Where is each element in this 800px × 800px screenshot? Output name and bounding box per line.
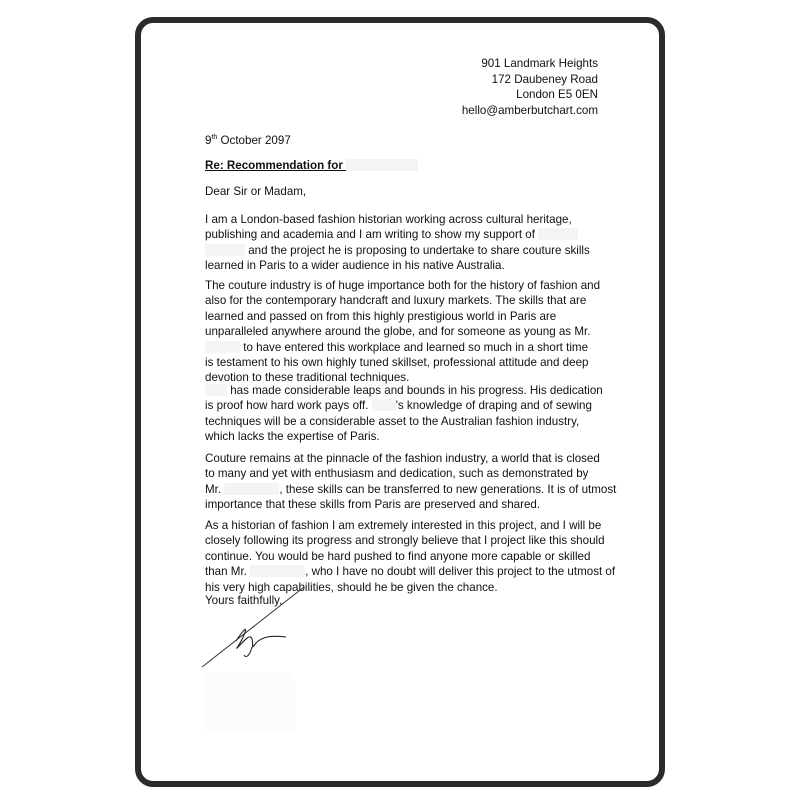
paragraph-line: importance that these skills from Paris are preserved and shared.	[205, 498, 541, 512]
sender-address	[420, 56, 598, 118]
redacted-name	[346, 159, 418, 171]
paragraph-line-text: publishing and academia and I am writing to show my support of	[205, 228, 535, 242]
paragraph-line	[205, 383, 605, 398]
erased-area	[205, 672, 295, 732]
letter-date	[205, 134, 291, 147]
paragraph-line-text: to have entered this workplace and learned so much in a short time	[243, 340, 589, 354]
paragraph-line-text: than Mr.	[205, 565, 247, 579]
redacted-name	[538, 228, 578, 240]
paragraph-line	[205, 482, 617, 497]
paragraph-line: continue. You would be hard pushed to find anyone more capable or skilled	[205, 549, 591, 563]
salutation: Dear Sir or Madam,	[205, 185, 307, 198]
address-line-3: London E5 0EN	[516, 88, 598, 101]
paragraph-line	[205, 398, 605, 413]
paragraph-line	[205, 227, 605, 242]
redacted-name	[372, 399, 396, 411]
redacted-name	[205, 341, 240, 353]
paragraph-line-text: is proof how hard work pays off.	[205, 399, 369, 413]
paragraph-1	[205, 212, 605, 274]
redacted-name	[205, 384, 227, 396]
paragraph-line	[205, 564, 616, 579]
paragraph-line: Couture remains at the pinnacle of the fashion industry, a world that is closed	[205, 452, 600, 465]
paragraph-line-text: , who I have no doubt will deliver this project to the utmost of	[305, 565, 616, 579]
address-line-2: 172 Daubeney Road	[491, 72, 598, 86]
paragraph-line: his very high capabilities, should he be given the chance.	[205, 580, 498, 594]
paragraph-line: As a historian of fashion I am extremely interested in this project, and I will be	[205, 519, 602, 532]
paragraph-line-text: has made considerable leaps and bounds in his progress. His dedication	[230, 384, 603, 397]
paragraph-line: devotion to these traditional techniques.	[205, 371, 410, 385]
address-email: hello@amberbutchart.com	[461, 103, 598, 117]
paragraph-line: I am a London-based fashion historian working across cultural heritage,	[205, 213, 572, 226]
letter-subject	[205, 159, 418, 172]
redacted-name	[205, 244, 245, 256]
paragraph-line-text: and the project he is proposing to undertake to share couture skills	[248, 243, 590, 257]
date-day: 9	[205, 134, 212, 147]
date-suffix: th	[211, 134, 218, 141]
paragraph-line: which lacks the expertise of Paris.	[205, 430, 380, 444]
address-line-1: 901 Landmark Heights	[481, 57, 598, 70]
date-month-year: October 2097	[217, 134, 291, 147]
paragraph-line: closely following its progress and strongly believe that I project like this should	[205, 534, 605, 548]
paragraph-line	[205, 340, 605, 355]
paragraph-3	[205, 383, 605, 445]
paragraph-line: unparalleled anywhere around the globe, and for someone as young as Mr.	[205, 325, 591, 339]
paragraph-4	[205, 451, 617, 513]
paragraph-line-text: , these skills can be transferred to new generations. It is of utmost	[279, 482, 617, 496]
paragraph-line: The couture industry is of huge importance both for the history of fashion and	[205, 279, 601, 292]
paragraph-line: to many and yet with enthusiasm and dedication, such as demonstrated by	[205, 467, 589, 481]
subject-text: Re: Recommendation for	[205, 159, 343, 172]
paragraph-5	[205, 518, 616, 595]
signature	[200, 585, 310, 675]
paragraph-line	[205, 243, 605, 258]
redacted-name	[224, 483, 279, 495]
closing: Yours faithfully,	[205, 594, 283, 607]
paragraph-line: is testament to his own highly tuned skillset, professional attitude and deep	[205, 356, 589, 370]
paragraph-line: learned and passed on from this highly prestigious world in Paris are	[205, 309, 557, 323]
paragraph-line: techniques will be a considerable asset to the Australian fashion industry,	[205, 414, 580, 428]
paragraph-line-text: 's knowledge of draping and of sewing	[395, 399, 592, 413]
paragraph-line: learned in Paris to a wider audience in his native Australia.	[205, 259, 505, 273]
paragraph-line-text: Mr.	[205, 482, 222, 496]
redacted-name	[250, 565, 305, 577]
paragraph-line: also for the contemporary handcraft and luxury markets. The skills that are	[205, 294, 587, 308]
paragraph-2	[205, 278, 605, 386]
